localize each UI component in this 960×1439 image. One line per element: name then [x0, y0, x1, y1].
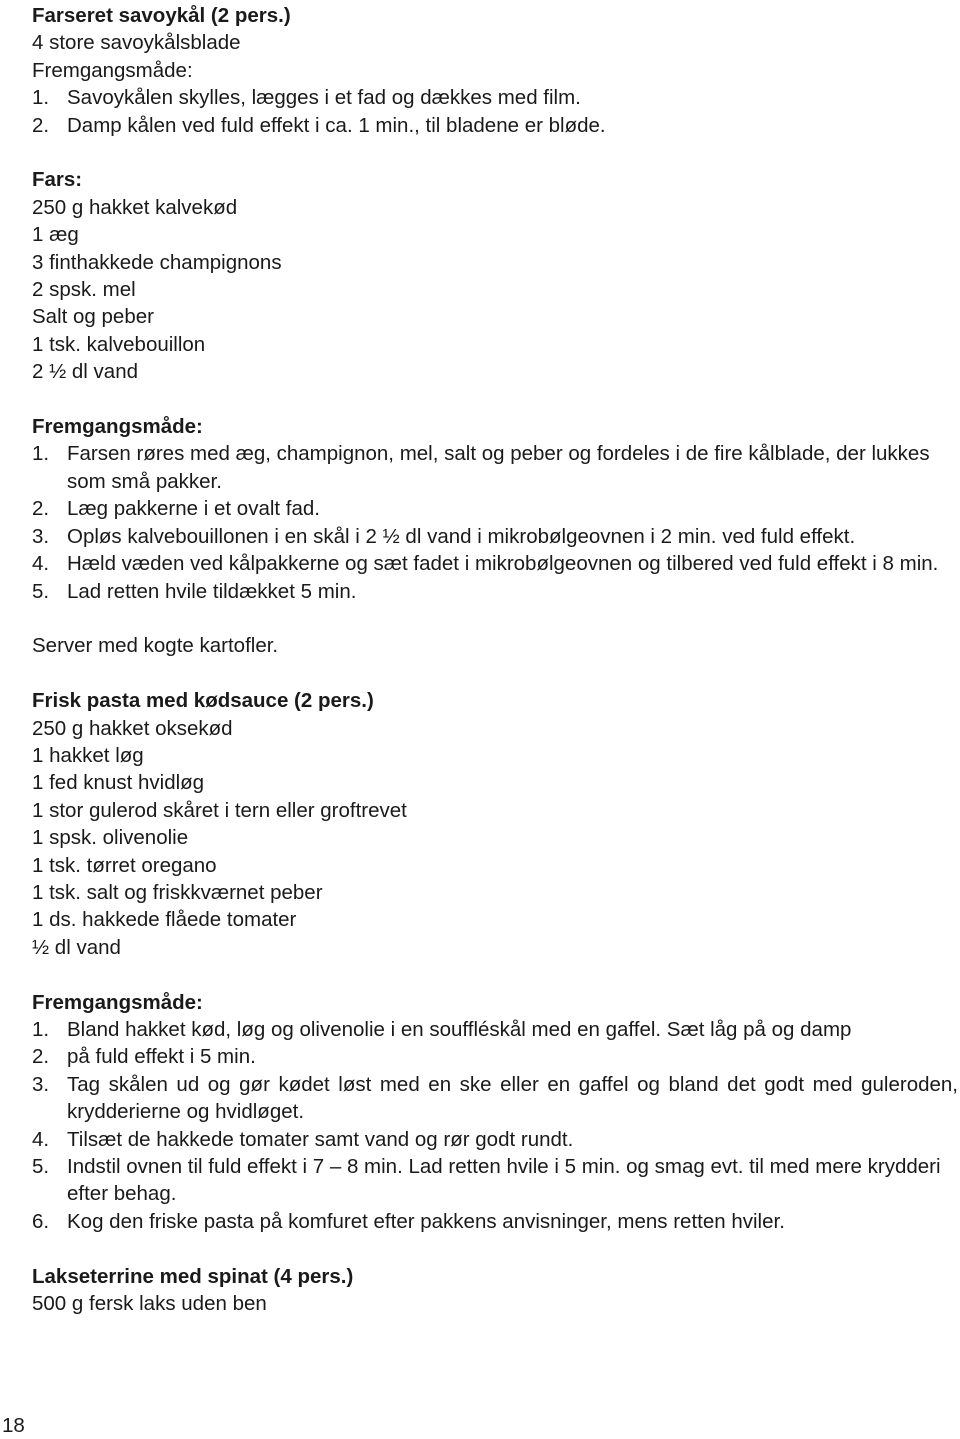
step-number: 2. [32, 497, 50, 521]
ingredient-line: 1 fed knust hvidløg [32, 771, 205, 795]
step-text: Bland hakket kød, løg og olivenolie i en souffléskål med en gaffel. Sæt låg på og damp [67, 1017, 852, 1041]
step-text: Hæld væden ved kålpakkerne og sæt fadet i mikrobølgeovnen og tilbered ved fuld effekt i 8 min. [67, 552, 939, 576]
step-number: 5. [32, 1154, 50, 1178]
step-number: 4. [32, 552, 50, 576]
recipe-page [32, 2, 958, 1317]
ingredient-line: 1 spsk. olivenolie [32, 826, 189, 850]
method-heading: Fremgangsmåde: [32, 58, 193, 82]
step-number: 5. [32, 579, 50, 603]
step-item [32, 1071, 958, 1126]
step-text: Indstil ovnen til fuld effekt i 7 – 8 min. Lad retten hvile i 5 min. og smag evt. til med mere krydderi efter behag. [67, 1154, 941, 1206]
step-number: 3. [32, 524, 50, 548]
ingredient-line: 2 ½ dl vand [32, 360, 138, 384]
step-text: Opløs kalvebouillonen i en skål i 2 ½ dl vand i mikrobølgeovnen i 2 min. ved fuld effekt. [67, 524, 856, 548]
step-number: 4. [32, 1127, 50, 1151]
ingredient-line: 1 ds. hakkede flåede tomater [32, 908, 297, 932]
ingredient-line: 1 tsk. salt og friskkværnet peber [32, 880, 323, 904]
step-item [32, 523, 958, 550]
step-number: 2. [32, 113, 50, 137]
step-number: 3. [32, 1072, 50, 1096]
ingredient-line: ½ dl vand [32, 935, 121, 959]
step-text: Kog den friske pasta på komfuret efter pakkens anvisninger, mens retten hviler. [67, 1209, 785, 1233]
spacer [32, 961, 958, 988]
ingredient-line: 1 hakket løg [32, 743, 144, 767]
spacer [32, 660, 958, 687]
ingredient-line: 250 g hakket kalvekød [32, 195, 238, 219]
step-item [32, 1153, 958, 1208]
step-text: på fuld effekt i 5 min. [67, 1045, 256, 1069]
ingredient-line: 1 æg [32, 223, 79, 247]
step-item [32, 1043, 958, 1070]
page-number: 18 [2, 1414, 25, 1437]
spacer [32, 605, 958, 632]
step-number: 1. [32, 442, 50, 466]
section-heading: Fars: [32, 168, 83, 192]
step-item [32, 578, 958, 605]
ingredient-line: 2 spsk. mel [32, 278, 136, 302]
step-text: Lad retten hvile tildækket 5 min. [67, 579, 357, 603]
step-item [32, 1016, 958, 1043]
step-number: 1. [32, 1017, 50, 1041]
step-item [32, 440, 958, 495]
method-heading: Fremgangsmåde: [32, 415, 203, 439]
step-text: Læg pakkerne i et ovalt fad. [67, 497, 320, 521]
recipe-title: Frisk pasta med kødsauce (2 pers.) [32, 689, 374, 713]
step-number: 6. [32, 1209, 50, 1233]
recipe-title: Lakseterrine med spinat (4 pers.) [32, 1264, 354, 1288]
ingredient-line: Salt og peber [32, 305, 154, 329]
step-number: 1. [32, 86, 50, 110]
step-item [32, 1126, 958, 1153]
ingredient-line: 1 stor gulerod skåret i tern eller groftrevet [32, 798, 407, 822]
step-item [32, 495, 958, 522]
ingredient-line: 1 tsk. kalvebouillon [32, 332, 206, 356]
step-text: Tilsæt de hakkede tomater samt vand og rør godt rundt. [67, 1127, 574, 1151]
step-text: Damp kålen ved fuld effekt i ca. 1 min., til bladene er bløde. [67, 113, 606, 137]
spacer [32, 139, 958, 166]
spacer [32, 386, 958, 413]
step-text: Farsen røres med æg, champignon, mel, salt og peber og fordeles i de fire kålblade, der lukkes som små pakker. [67, 442, 930, 493]
step-item [32, 84, 958, 111]
recipe-title: Farseret savoykål (2 pers.) [32, 4, 291, 27]
step-item [32, 1208, 958, 1235]
step-text: Tag skålen ud og gør kødet løst med en ske eller en gaffel og bland det godt med guleroden, krydderierne og hvidløget. [67, 1072, 958, 1124]
step-item [32, 112, 958, 139]
serving-note: Server med kogte kartofler. [32, 634, 279, 658]
ingredient-line: 500 g fersk laks uden ben [32, 1292, 267, 1315]
step-text: Savoykålen skylles, lægges i et fad og dækkes med film. [67, 86, 581, 110]
ingredient-line: 1 tsk. tørret oregano [32, 853, 217, 877]
ingredient-line: 4 store savoykålsblade [32, 31, 241, 55]
method-heading: Fremgangsmåde: [32, 990, 203, 1014]
step-item [32, 550, 958, 577]
step-number: 2. [32, 1045, 50, 1069]
spacer [32, 1235, 958, 1262]
ingredient-line: 250 g hakket oksekød [32, 716, 233, 740]
ingredient-line: 3 finthakkede champignons [32, 250, 282, 274]
